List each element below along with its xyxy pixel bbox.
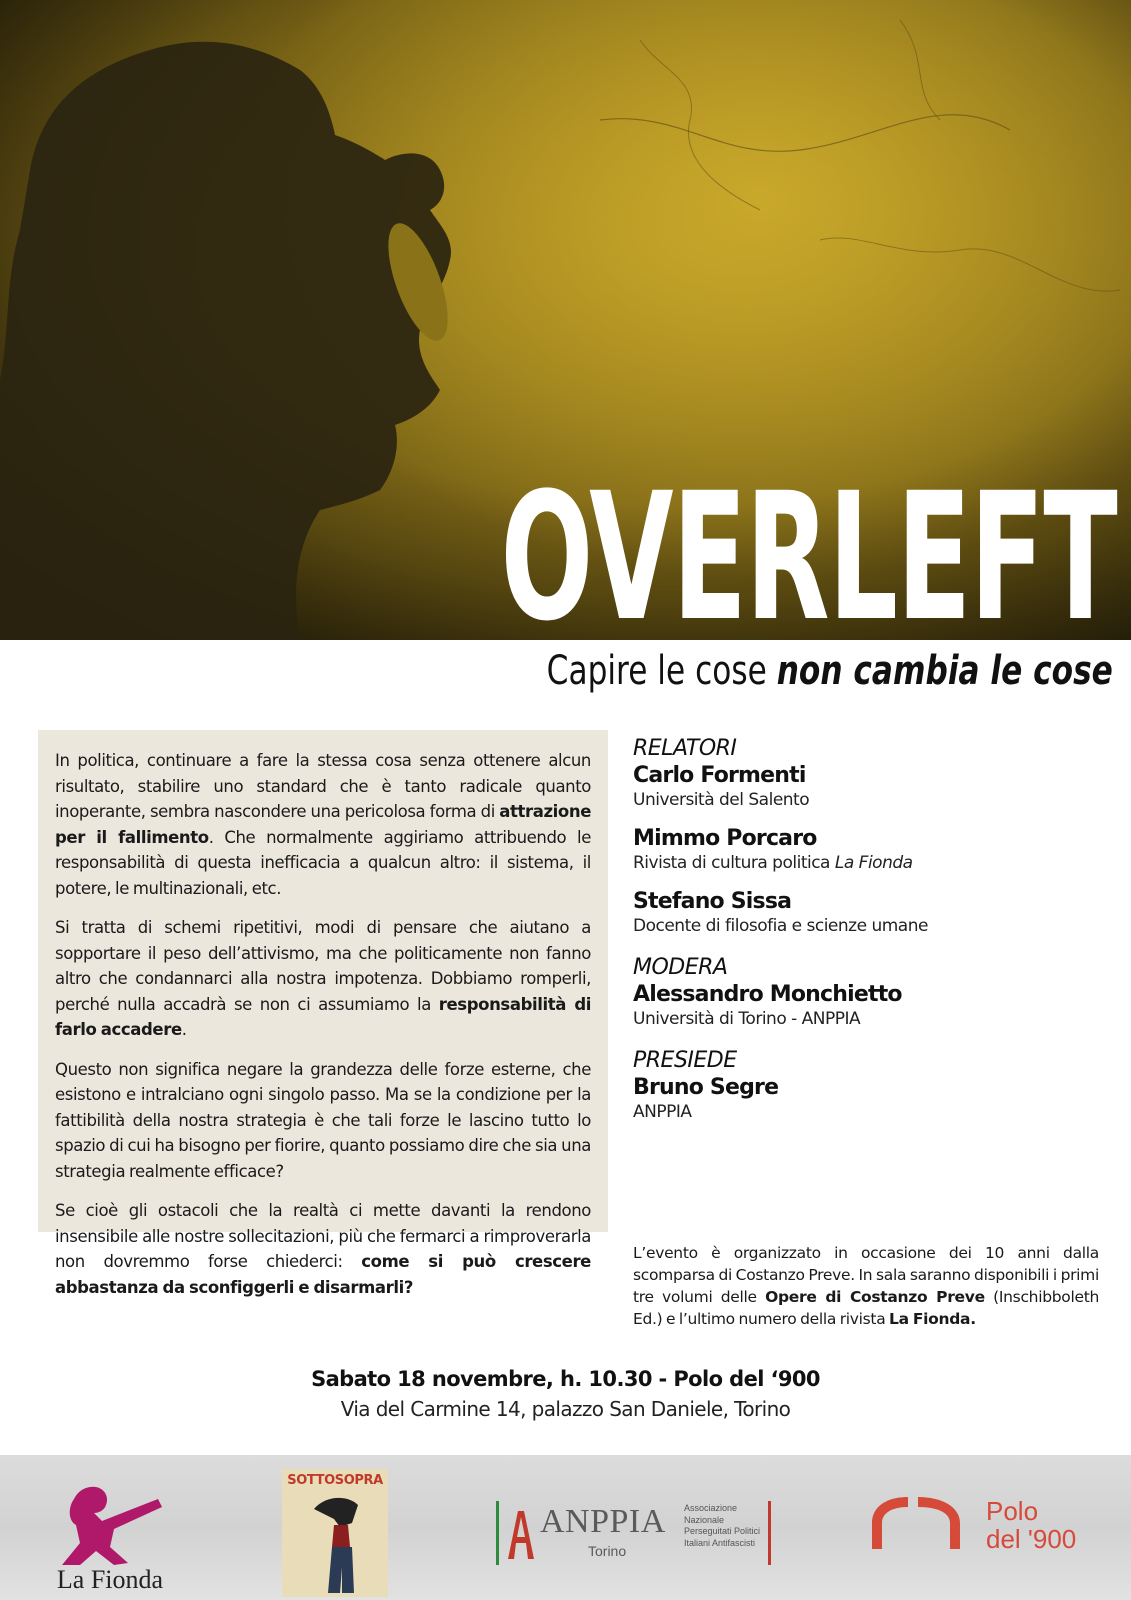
speakers-list [633,732,1113,1141]
lafionda-label: La Fionda [56,1565,164,1594]
speaker-affiliation: Università del Salento [633,790,810,810]
anppia-name: ANPPIA [540,1503,666,1540]
polo-arch-icon [868,1493,968,1553]
event-address: Via del Carmine 14, palazzo San Daniele, Torino [340,1397,791,1421]
event-datetime: Sabato 18 novembre, h. 10.30 - Polo del ‘900 [311,1367,820,1391]
paragraph-1: In politica, continuare a fare la stessa cosa senza ottenere alcun risultato, stabilire uno standard che è tanto radicale quanto inoperante, sembra nascondere una pericolosa forma di attrazione per il fallimento. Che normalmente aggiriamo attribuendo le responsabilità di questa inefficacia a qualcun altro: il sistema, il potere, le multinazionali, etc. [55,751,591,898]
speaker-name: Stefano Sissa [633,889,792,914]
speaker-affiliation: Docente di filosofia e scienze umane [633,916,928,936]
event-note: L’evento è organizzato in occasione dei 10 anni dalla scomparsa di Costanzo Preve. In sala saranno disponibili i primi tre volumi delle Opere di Costanzo Preve (Inschibboleth Ed.) e l’ultimo numero della rivista La Fionda. [633,1244,1099,1328]
moderator-affiliation: Università di Torino - ANPPIA [633,1009,861,1029]
hero-banner [0,0,1131,640]
sponsor-footer [0,1455,1131,1600]
anppia-description: Associazione Nazionale Perseguitati Politici Italiani Antifascisti [684,1503,761,1548]
sottosopra-label: SOTTOSOPRA [287,1473,383,1488]
moderator-name: Alessandro Monchietto [633,982,902,1007]
paragraph-4: Se cioè gli ostacoli che la realtà ci mette davanti la rendono insensibile alle nostre sollecitazioni, più che fermarci a rimproverarla non dovremmo forse chiederci: come si può crescere abbastanza da sconfiggerli e disarmarli? [55,1201,591,1297]
description-box [38,730,608,1297]
flag-green-bar [496,1501,499,1565]
slingshot-figure-icon [40,1477,180,1567]
event-title: OVERLEFT [501,455,1117,640]
flag-red-bar [768,1501,771,1565]
role-modera: MODERA [633,955,728,980]
role-relatori: RELATORI [633,736,737,761]
paragraph-3: Questo non significa negare la grandezza delle forze esterne, che esistono e intralciano ogni singolo passo. Ma se la condizione per la fattibilità della nostra strategia è che tali forze le lascino tutto lo spazio di cui ha bisogno per fiorire, quanto possiamo dire che sia una strategia realmente efficace? [55,1059,591,1181]
polo900-label: Polo del '900 [986,1496,1077,1554]
anppia-emblem-icon [504,1503,540,1563]
event-subtitle [547,648,1113,694]
anppia-city: Torino [588,1543,627,1559]
anppia-logo [496,1499,776,1569]
subtitle-emphasis: non cambia le cose [776,648,1113,694]
polo900-logo [868,1493,1108,1573]
speaker-name: Mimmo Porcaro [633,826,817,851]
upside-down-figure-icon [282,1469,388,1597]
speaker-affiliation: Rivista di cultura politica La Fionda [633,853,913,873]
paragraph-2: Si tratta di schemi ripetitivi, modi di pensare che aiutano a sopportare il peso dell’attivismo, ma che politicamente non fanno altro che condannarci alla nostra impotenza. Dobbiamo romperli, perché nulla accadrà se non ci assumiamo la responsabilità di farlo accadere. [55,918,591,1039]
subtitle-plain: Capire le cose [546,648,767,694]
chair-affiliation: ANPPIA [633,1102,692,1122]
chair-name: Bruno Segre [633,1075,779,1100]
role-presiede: PRESIEDE [633,1048,737,1073]
lafionda-logo [40,1477,180,1597]
sottosopra-logo [282,1469,388,1597]
speaker-name: Carlo Formenti [633,763,806,788]
